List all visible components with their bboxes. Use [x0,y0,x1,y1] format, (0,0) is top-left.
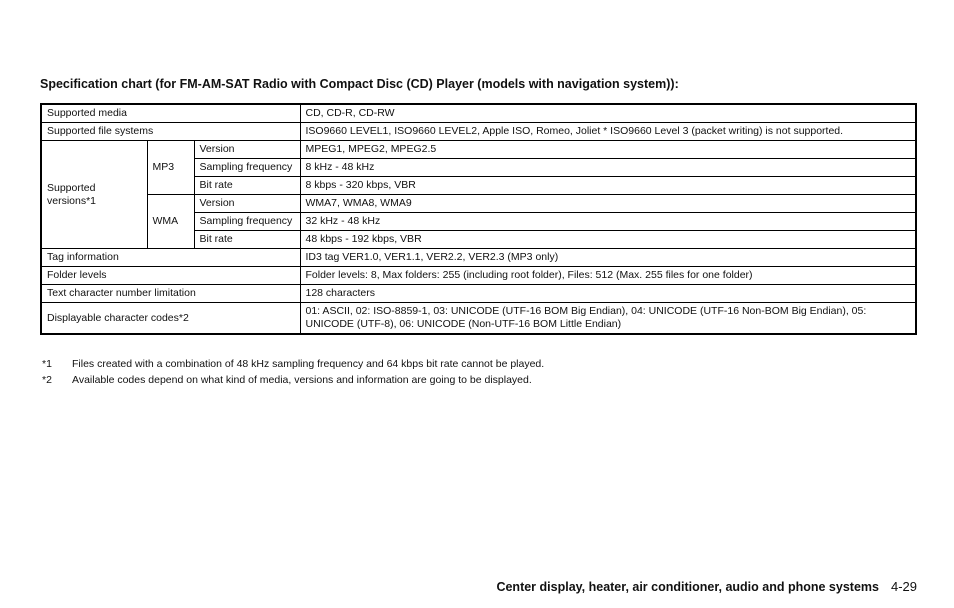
wma-label: WMA [147,195,194,249]
row-sublabel: Version [194,195,300,213]
specification-table [40,103,917,335]
section-title: Center display, heater, air conditioner, audio and phone systems [496,580,879,594]
row-label: Text character number limitation [41,285,300,303]
row-value: Folder levels: 8, Max folders: 255 (including root folder), Files: 512 (Max. 255 files for one folder) [300,267,916,285]
row-value: CD, CD-R, CD-RW [300,104,916,123]
row-sublabel: Sampling frequency [194,213,300,231]
row-value: 01: ASCII, 02: ISO-8859-1, 03: UNICODE (UTF-16 BOM Big Endian), 04: UNICODE (UTF-16 Non-BOM Big Endian), 05: UNICODE (UTF-8), 06: UNICODE (Non-UTF-16 BOM Little Endian) [300,303,916,335]
table-row [41,195,916,213]
table-row [41,104,916,123]
table-row [41,123,916,141]
row-value: WMA7, WMA8, WMA9 [300,195,916,213]
row-value: ID3 tag VER1.0, VER1.1, VER2.2, VER2.3 (MP3 only) [300,249,916,267]
footnote-mark: *1 [42,358,52,370]
row-sublabel: Bit rate [194,231,300,249]
row-value: 8 kHz - 48 kHz [300,159,916,177]
row-value: ISO9660 LEVEL1, ISO9660 LEVEL2, Apple ISO, Romeo, Joliet * ISO9660 Level 3 (packet writing) is not supported. [300,123,916,141]
mp3-label: MP3 [147,141,194,195]
table-row [41,285,916,303]
page-number: 4-29 [890,579,917,594]
row-label: Displayable character codes*2 [41,303,300,335]
footnote-text: Files created with a combination of 48 kHz sampling frequency and 64 kbps bit rate cannot be played. [72,358,545,370]
footnote-text: Available codes depend on what kind of media, versions and information are going to be displayed. [72,374,532,386]
row-sublabel: Sampling frequency [194,159,300,177]
footnote [42,356,544,372]
row-value: 48 kbps - 192 kbps, VBR [300,231,916,249]
table-row [41,141,916,159]
row-sublabel: Bit rate [194,177,300,195]
row-label: Folder levels [41,267,300,285]
row-value: 8 kbps - 320 kbps, VBR [300,177,916,195]
row-label: Supported media [41,104,300,123]
row-value: 128 characters [300,285,916,303]
table-row [41,267,916,285]
footnotes [42,356,544,388]
table-row [41,303,916,335]
versions-label: Supported versions*1 [41,141,147,249]
row-value: 32 kHz - 48 kHz [300,213,916,231]
page-footer [496,579,917,594]
footnote-mark: *2 [42,374,52,386]
row-label: Tag information [41,249,300,267]
row-value: MPEG1, MPEG2, MPEG2.5 [300,141,916,159]
page-title: Specification chart (for FM-AM-SAT Radio with Compact Disc (CD) Player (models with navigation system)): [40,77,679,91]
table-row [41,249,916,267]
row-sublabel: Version [194,141,300,159]
footnote [42,372,544,388]
row-label: Supported file systems [41,123,300,141]
